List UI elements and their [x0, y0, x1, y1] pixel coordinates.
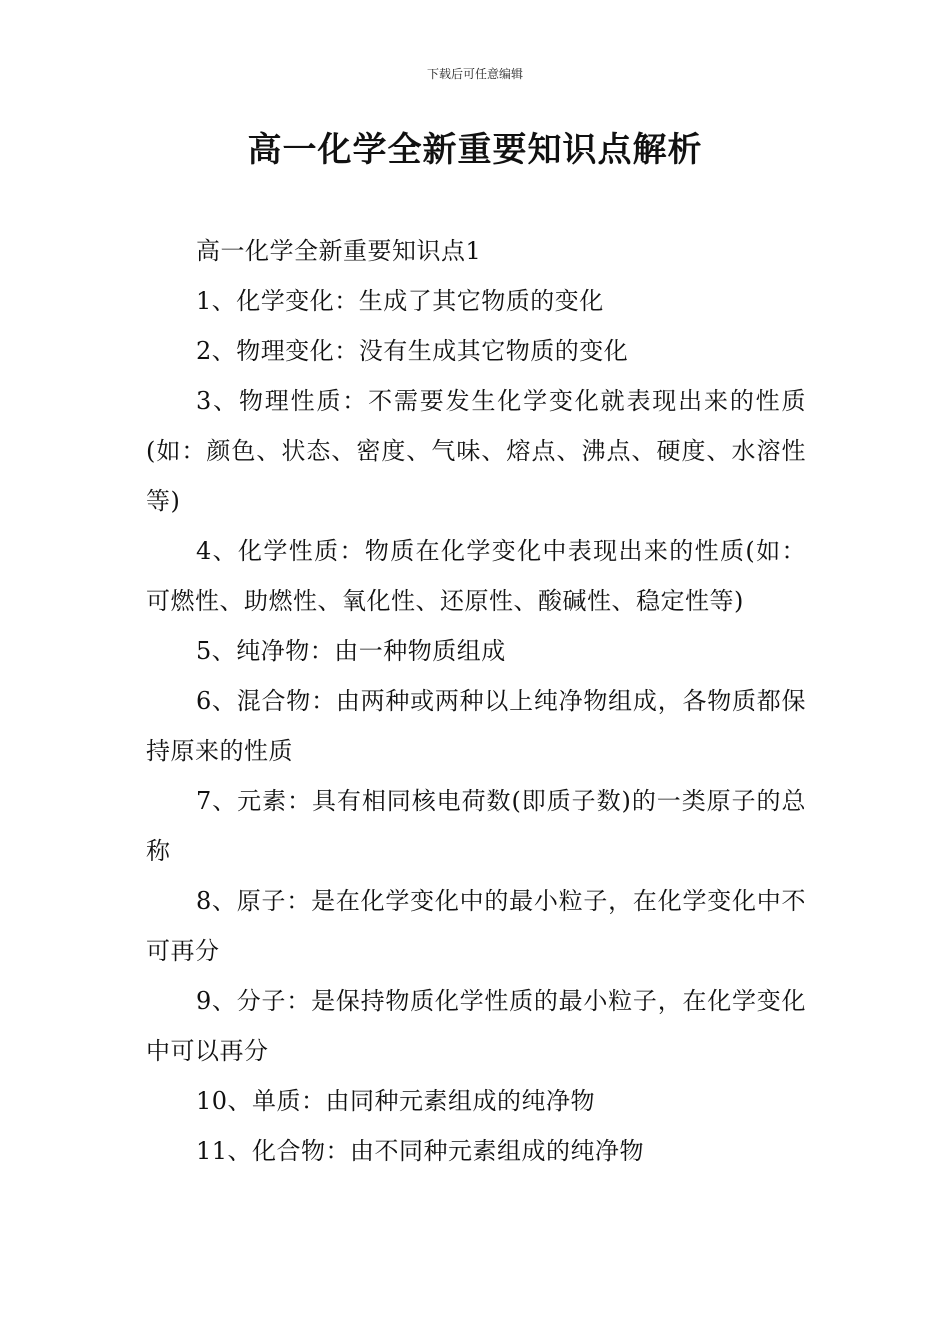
paragraph-item: 1、化学变化：生成了其它物质的变化: [196, 287, 604, 315]
paragraph-item: 5、纯净物：由一种物质组成: [196, 637, 506, 665]
section-heading: 高一化学全新重要知识点1: [196, 237, 482, 265]
header-note: 下载后可任意编辑: [426, 67, 523, 81]
paragraph-item: 2、物理变化：没有生成其它物质的变化: [196, 337, 629, 365]
document-body: [146, 226, 806, 1176]
paragraph-item: 3、物理性质：不需要发生化学变化就表现出来的性质(如：颜色、状态、密度、气味、熔点、沸点、硬度、水溶性等): [146, 387, 806, 515]
paragraph-item: 9、分子：是保持物质化学性质的最小粒子，在化学变化中可以再分: [146, 987, 806, 1065]
paragraph-item: 4、化学性质：物质在化学变化中表现出来的性质(如：可燃性、助燃性、氧化性、还原性、酸碱性、稳定性等): [146, 537, 806, 615]
paragraph-item: 8、原子：是在化学变化中的最小粒子，在化学变化中不可再分: [146, 887, 806, 965]
paragraph-item: 6、混合物：由两种或两种以上纯净物组成，各物质都保持原来的性质: [146, 687, 806, 765]
paragraph-item: 10、单质：由同种元素组成的纯净物: [196, 1087, 596, 1115]
document-title: 高一化学全新重要知识点解析: [247, 130, 703, 170]
paragraph-item: 7、元素：具有相同核电荷数(即质子数)的一类原子的总称: [146, 787, 806, 865]
paragraph-item: 11、化合物：由不同种元素组成的纯净物: [196, 1137, 645, 1165]
